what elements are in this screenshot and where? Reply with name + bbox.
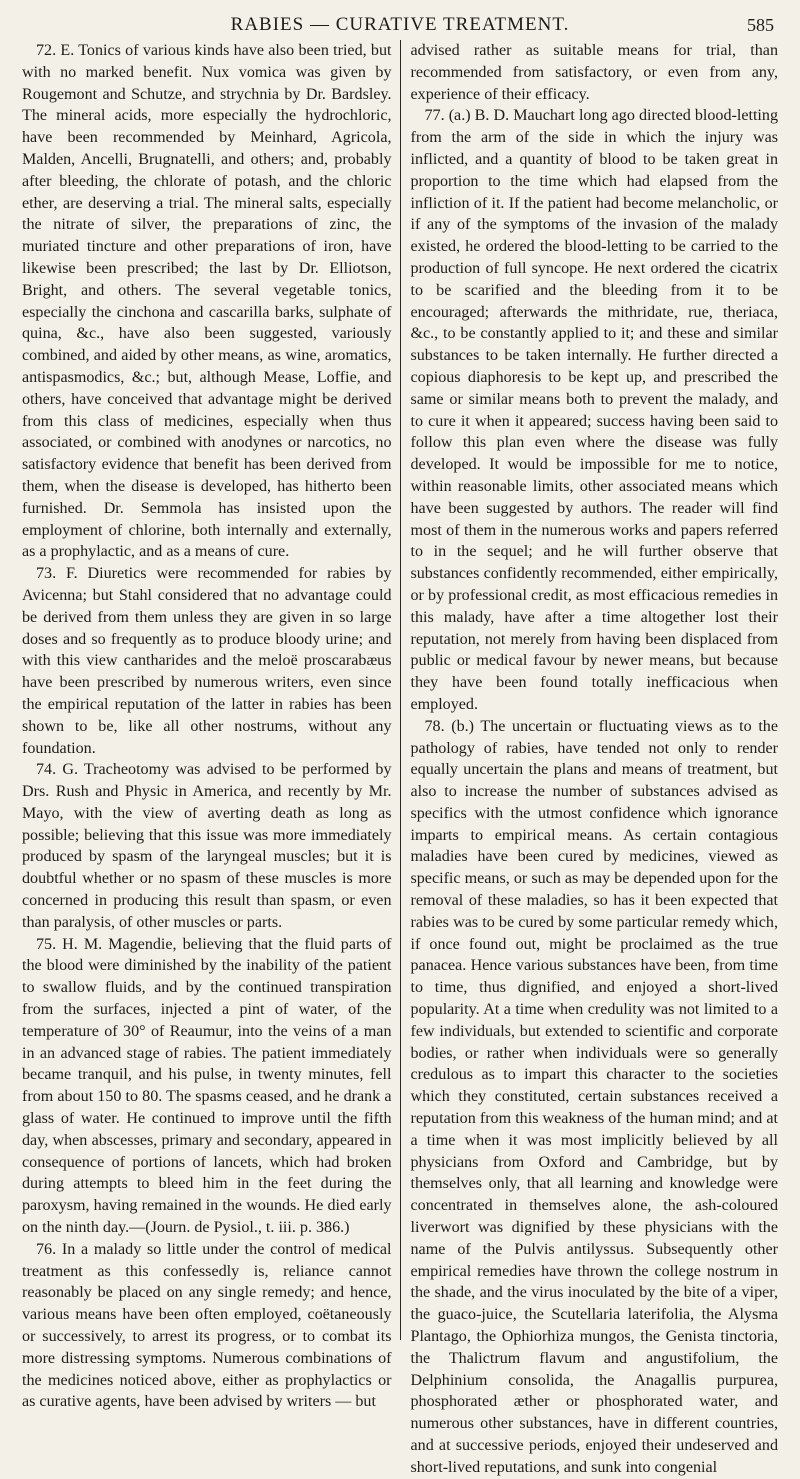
page-number: 585 xyxy=(747,15,774,35)
paragraph-76: 76. In a malady so little under the control of medical treatment as this confessedly is, reliance cannot reasonably be placed on any single remedy; and hence, various means have been often employed, coëtaneously or successively, to arrest its progress, or to combat its more distressing symptoms. Numerous combinations of the medicines noticed above, either as prophylactics or as curative agents, have been advised by writers — but xyxy=(22,1240,392,1411)
column-divider xyxy=(400,40,401,1340)
two-column-body xyxy=(22,40,778,1476)
left-column xyxy=(22,40,396,1411)
paragraph-77: 77. (a.) B. D. Mauchart long ago directed blood-letting from the arm of the side in which the injury was inflicted, and a quantity of blood to be taken great in proportion to the time which had elapsed from the infliction of it. If the patient had become melancholic, or if any of the symptoms of the invasion of the malady existed, he ordered the blood-letting to be carried to the production of full syncope. He next ordered the cicatrix to be scarified and the bleeding from it to be encouraged; afterwards the mithridate, rue, theriaca, &c., to be constantly applied to it; and these and similar substances to be taken internally. He further directed a copious diaphoresis to be kept up, and prescribed the same or similar means both to prevent the malady, and to cure it when it appeared; success having been said to follow this plan even where the disease was fully developed. It would be impossible for me to notice, within reasonable limits, other associated means which have been suggested by authors. The reader will find most of them in the numerous works and papers referred to in the sequel; and he will further observe that substances confidently recommended, either empirically, or by professional credit, as most efficacious remedies in this malady, have after a time altogether lost their reputation, not merely from having been displaced from public or medical favour by newer means, but because they have been found totally inefficacious when employed. xyxy=(410,107,778,713)
paragraph-72: 72. E. Tonics of various kinds have also been tried, but with no marked benefit. Nux vomica was given by Rougemont and Schutze, and strychnia by Dr. Bardsley. The mineral acids, more especially the hydrochloric, have been recommended by Meinhard, Agricola, Malden, Ancelli, Brugnatelli, and others; and, probably after bleeding, the chlorate of potash, and the chloric ether, are deserving a trial. The mineral salts, especially the nitrate of silver, the preparations of zinc, the muriated tincture and other preparations of iron, have likewise been prescribed; the last by Dr. Elliotson, Bright, and others. The several vegetable tonics, especially the cinchona and cascarilla barks, sulphate of quina, &c., have also been suggested, variously combined, and aided by other means, as wine, aromatics, antispasmodics, &c.; but, although Mease, Loffie, and others, have conceived that advantage might be derived from this class of medicines, especially when thus associated, or combined with anodynes or narcotics, no satisfactory evidence that benefit has been derived from them, when the disease is developed, has hitherto been furnished. Dr. Semmola has insisted upon the employment of chlorine, both internally and externally, as a prophylactic, and as a means of cure. xyxy=(22,42,392,561)
right-column xyxy=(405,40,779,1476)
paragraph-73: 73. F. Diuretics were recommended for rabies by Avicenna; but Stahl considered that no advantage could be derived from them unless they are given in so large doses and so frequently as to produce bloody urine; and with this view cantharides and the meloë proscarabæus have been prescribed by numerous writers, even since the empirical reputation of the latter in rabies has been shown to be, like all other nostrums, without any foundation. xyxy=(22,565,392,757)
paragraph-78: 78. (b.) The uncertain or fluctuating views as to the pathology of rabies, have tended not only to render equally uncertain the plans and means of treatment, but also to increase the number of substances advised as specifics with the utmost confidence which ignorance imparts to empirical means. As certain contagious maladies have been cured by medicines, viewed as specific means, or such as may be depended upon for the removal of these maladies, so has it been expected that rabies was to be cured by some particular remedy which, if once found out, might be proclaimed as the true panacea. Hence various substances have been, from time to time, thus dignified, and enjoyed a short-lived popularity. At a time when credulity was not limited to a few individuals, but extended to scientific and corporate bodies, or rather when individuals were so generally credulous as to impart this character to the societies which they constituted, certain substances received a reputation from this weakness of the human mind; and at a time when it was most implicitly believed by all physicians from Oxford and Cambridge, but by themselves only, that all learning and knowledge were concentrated in themselves alone, the ash-coloured liverwort was dignified by these physicians with the name of the Pulvis antilyssus. Subsequently other empirical remedies have thrown the college nostrum in the shade, and the virus inoculated by the bite of a viper, the guaco-juice, the Scutellaria laterifolia, the Alysma Plantago, the Ophiorhiza mungos, the Genista tinctoria, the Thalictrum flavum and angustifolium, the Delphinium consolida, the Anagallis purpurea, phosphorated æther or phosphorated water, and numerous other substances, have in different countries, and at successive periods, enjoyed their undeserved and short-lived reputations, and sunk into congenial xyxy=(410,717,778,1476)
paragraph-74: 74. G. Tracheotomy was advised to be performed by Drs. Rush and Physic in America, and recently by Mr. Mayo, with the view of averting death as long as possible; believing that this issue was more immediately produced by spasm of the laryngeal muscles; but it is doubtful whether or no spasm of these muscles is more concerned in producing this result than spasm, or even than paralysis, of other muscles or parts. xyxy=(22,761,392,931)
paragraph-76-continued: advised rather as suitable means for trial, than recommended from satisfactory, or even from any, experience of their efficacy. xyxy=(410,42,778,103)
paragraph-75: 75. H. M. Magendie, believing that the fluid parts of the blood were diminished by the inability of the patient to swallow fluids, and by the continued transpiration from the surfaces, injected a pint of water, of the temperature of 30° of Reaumur, into the veins of a man in an advanced stage of rabies. The patient immediately became tranquil, and his pulse, in twenty minutes, fell from about 150 to 80. The spasms ceased, and he drank a glass of water. He continued to improve until the fifth day, when abscesses, primary and secondary, appeared in consequence of portions of lancets, which had broken during attempts to bleed him in the feet during the paroxysm, having remained in the wounds. He died early on the ninth day.—(Journ. de Pysiol., t. iii. p. 386.) xyxy=(22,935,392,1237)
running-header xyxy=(22,14,778,40)
running-title: RABIES — CURATIVE TREATMENT. xyxy=(230,14,570,35)
